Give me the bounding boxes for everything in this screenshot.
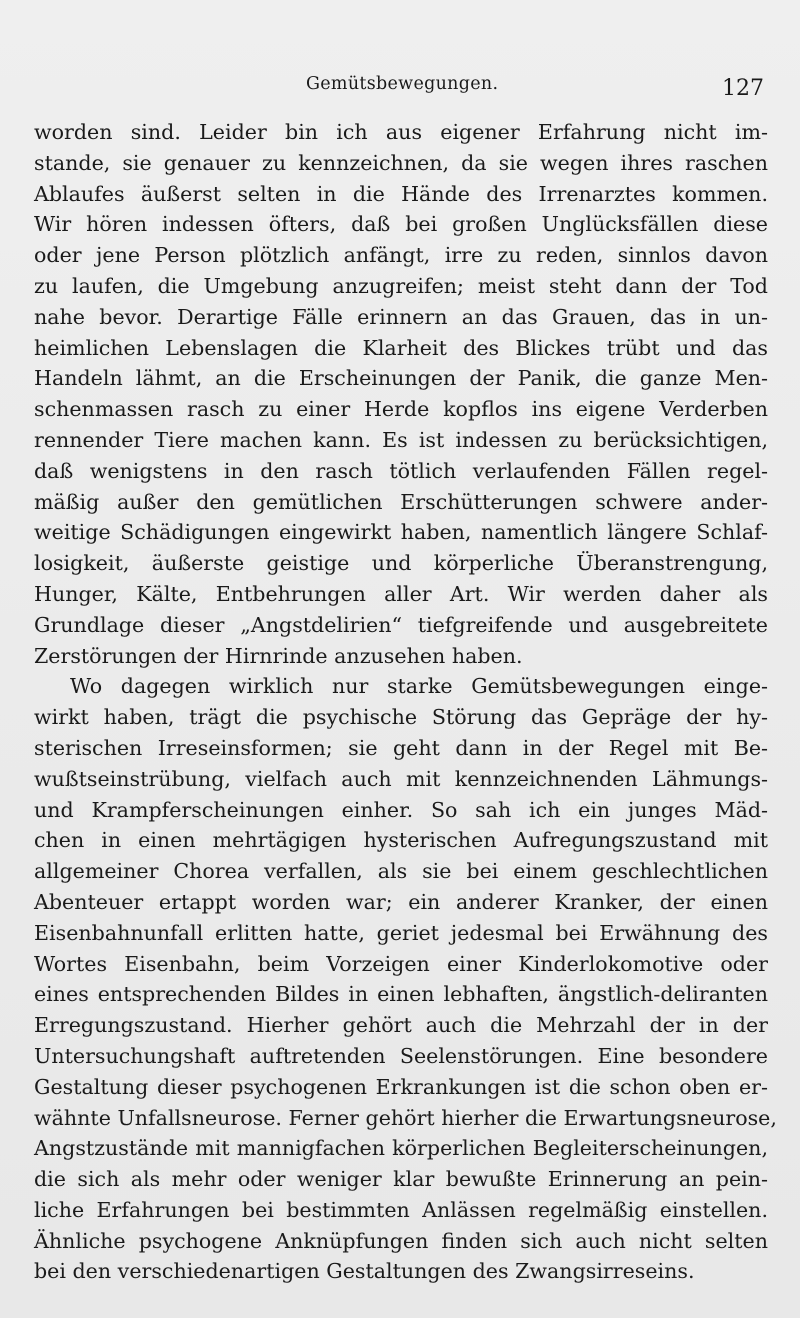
text-line: wußtseinstrübung, vielfach auch mit kennzeichnenden Lähmungs- xyxy=(34,766,768,791)
text-line: wähnte Unfallsneurose. Ferner gehört hierher die Erwartungsneurose, xyxy=(34,1105,777,1130)
text-line: Hunger, Kälte, Entbehrungen aller Art. Wir werden daher als xyxy=(34,581,768,606)
text-line: bei den verschiedenartigen Gestaltungen des Zwangsirreseins. xyxy=(34,1259,695,1284)
text-line: rennender Tiere machen kann. Es ist indessen zu berücksichtigen, xyxy=(34,427,768,452)
paragraph-1 xyxy=(34,117,768,671)
text-line: weitige Schädigungen eingewirkt haben, namentlich längere Schlaf- xyxy=(34,520,768,545)
text-line: Gestaltung dieser psychogenen Erkrankungen ist die schon oben er- xyxy=(34,1074,768,1099)
text-line: heimlichen Lebenslagen die Klarheit des Blickes trübt und das xyxy=(34,335,768,360)
body-text xyxy=(34,117,777,1287)
text-line: Wortes Eisenbahn, beim Vorzeigen einer Kinderlokomotive oder xyxy=(34,951,768,976)
text-line: Angstzustände mit mannigfachen körperlichen Begleiterscheinungen, xyxy=(34,1136,768,1161)
running-head: Gemütsbewegungen. xyxy=(306,74,499,94)
text-line: Wir hören indessen öfters, daß bei großen Unglücksfällen diese xyxy=(34,212,768,237)
text-line: daß wenigstens in den rasch tötlich verlaufenden Fällen regel- xyxy=(34,458,768,483)
text-line: oder jene Person plötzlich anfängt, irre zu reden, sinnlos davon xyxy=(34,243,768,268)
text-line: losigkeit, äußerste geistige und körperliche Überanstrengung, xyxy=(34,551,768,576)
text-line: Abenteuer ertappt worden war; ein anderer Kranker, der einen xyxy=(34,889,768,914)
text-line: allgemeiner Chorea verfallen, als sie bei einem geschlechtlichen xyxy=(34,859,768,884)
page-number: 127 xyxy=(722,76,764,101)
text-line: worden sind. Leider bin ich aus eigener Erfahrung nicht im- xyxy=(34,120,768,144)
text-line: liche Erfahrungen bei bestimmten Anlässen regelmäßig einstellen. xyxy=(34,1197,768,1222)
text-line: Ablaufes äußerst selten in die Hände des Irrenarztes kommen. xyxy=(34,181,768,206)
text-line: Zerstörungen der Hirnrinde anzusehen haben. xyxy=(34,643,523,668)
text-line: chen in einen mehrtägigen hysterischen Aufregungszustand mit xyxy=(34,828,768,853)
text-line: Grundlage dieser „Angstdelirien“ tiefgreifende und ausgebreitete xyxy=(34,612,768,637)
text-line: Ähnliche psychogene Anknüpfungen finden sich auch nicht selten xyxy=(34,1228,768,1253)
text-line: wirkt haben, trägt die psychische Störung das Gepräge der hy- xyxy=(34,705,768,730)
page-header xyxy=(0,74,800,104)
text-line: sterischen Irreseinsformen; sie geht dann in der Regel mit Be- xyxy=(34,735,768,760)
text-line: schenmassen rasch zu einer Herde kopflos ins eigene Verderben xyxy=(34,397,768,422)
paragraph-2 xyxy=(34,671,777,1287)
text-line: Handeln lähmt, an die Erscheinungen der Panik, die ganze Men- xyxy=(34,366,768,391)
text-line: Eisenbahnunfall erlitten hatte, geriet jedesmal bei Erwähnung des xyxy=(34,920,768,945)
text-line: eines entsprechenden Bildes in einen lebhaften, ängstlich-deliranten xyxy=(34,982,768,1007)
text-line: stande, sie genauer zu kennzeichnen, da sie wegen ihres raschen xyxy=(34,150,768,175)
text-line: und Krampferscheinungen einher. So sah ich ein junges Mäd- xyxy=(34,797,768,822)
text-line: die sich als mehr oder weniger klar bewußte Erinnerung an pein- xyxy=(34,1167,768,1192)
text-line: mäßig außer den gemütlichen Erschütterungen schwere ander- xyxy=(34,489,768,514)
text-line: Erregungszustand. Hierher gehört auch die Mehrzahl der in der xyxy=(34,1013,768,1038)
text-line: zu laufen, die Umgebung anzugreifen; meist steht dann der Tod xyxy=(34,273,768,298)
text-line: Untersuchungshaft auftretenden Seelenstörungen. Eine besondere xyxy=(34,1043,768,1068)
text-line: Wo dagegen wirklich nur starke Gemütsbewegungen einge- xyxy=(70,674,768,699)
text-line: nahe bevor. Derartige Fälle erinnern an das Grauen, das in un- xyxy=(34,304,768,329)
